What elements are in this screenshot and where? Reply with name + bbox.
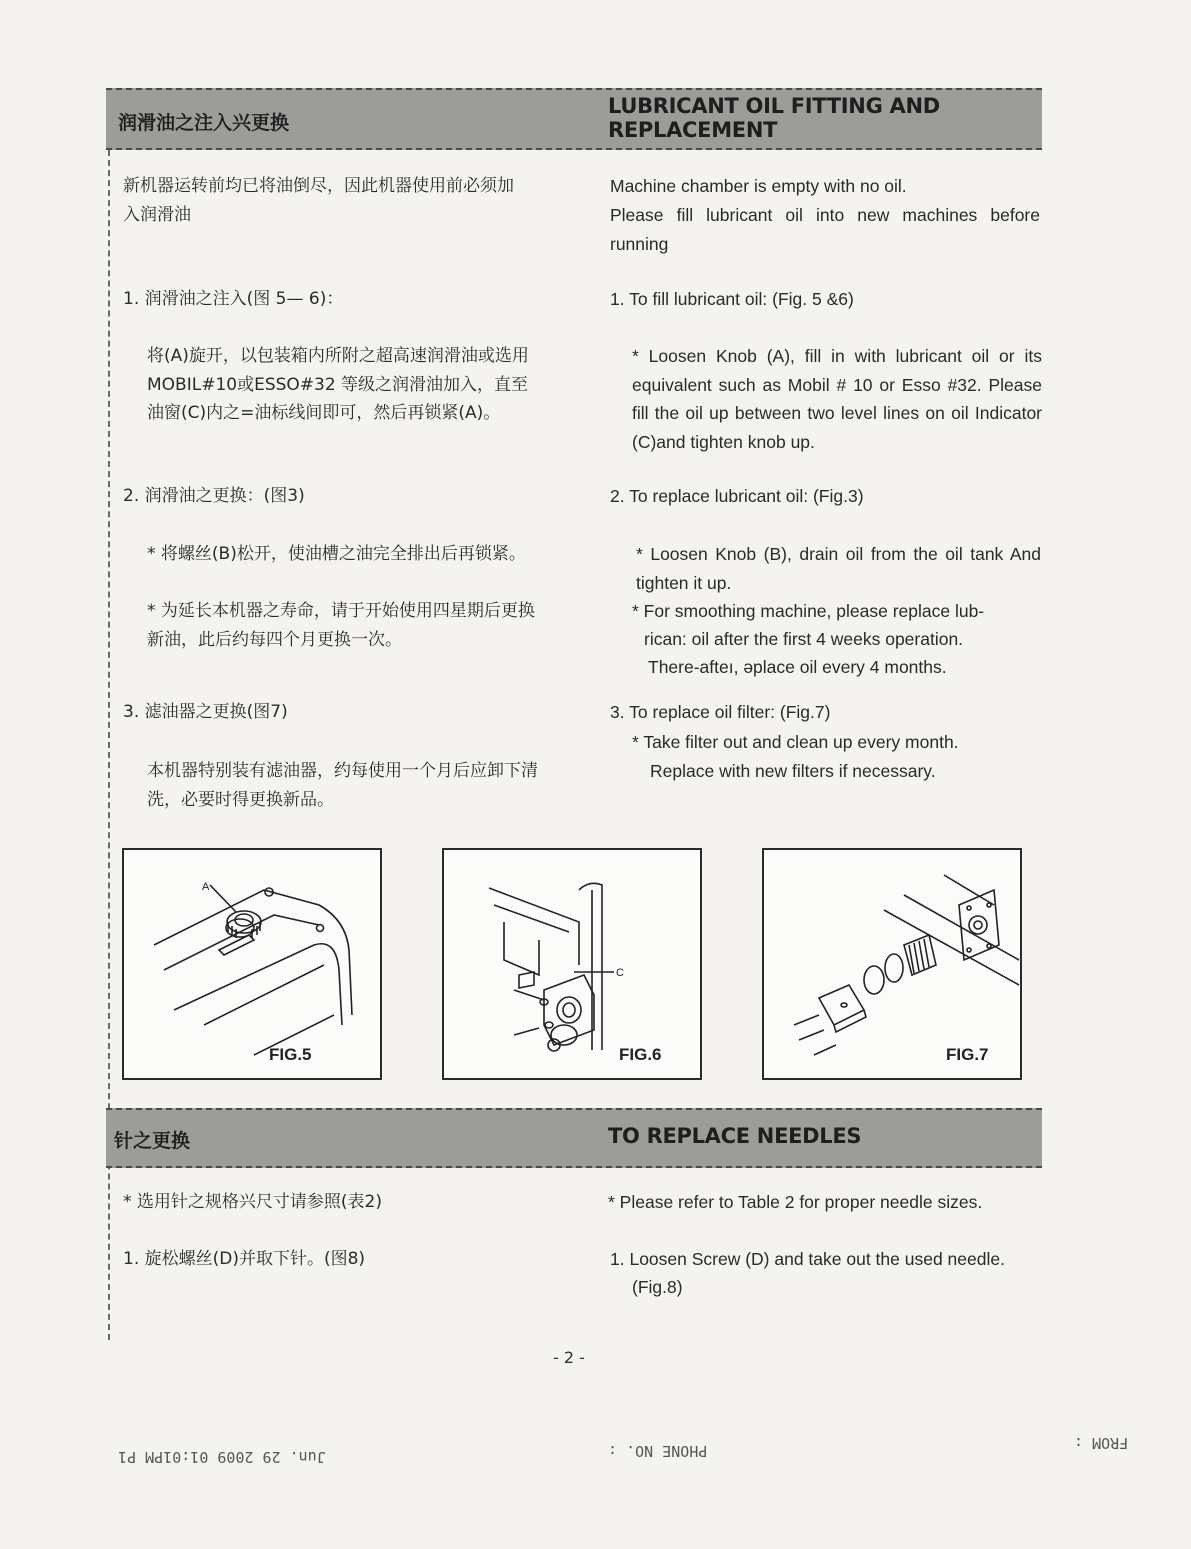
fax-header-from: FROM :: [1074, 1434, 1129, 1452]
section-title-en-line2: REPLACEMENT: [608, 118, 778, 142]
section-header-lubricant: [106, 88, 1042, 150]
figure-5: [122, 848, 382, 1080]
needle-step1-en-line1: 1. Loosen Screw (D) and take out the used needle.: [610, 1249, 1005, 1269]
needle-note-cn: * 选用针之规格兴尺寸请参照(表2): [123, 1192, 382, 1212]
section2-title-en: TO REPLACE NEEDLES: [608, 1124, 862, 1148]
fig5-label: FIG.5: [269, 1045, 312, 1064]
page-number: - 2 -: [553, 1348, 585, 1367]
step2-bullet2-en-line1: * For smoothing machine, please replace lub-: [632, 601, 985, 621]
step2-bullet1-cn: * 将螺丝(B)松开，使油槽之油完全排出后再锁紧。: [147, 544, 526, 564]
fig6-label: FIG.6: [619, 1045, 662, 1064]
step2-bullet1-en: * Loosen Knob (B), drain oil from the oil tank And tighten it up.: [636, 544, 1041, 593]
step3-body-en-line1: * Take filter out and clean up every month.: [632, 732, 959, 752]
step1-title-en: 1. To fill lubricant oil: (Fig. 5 &6): [610, 289, 854, 309]
fig6-callout-c: C: [616, 967, 624, 979]
step3-body-cn: 本机器特别装有滤油器，约每使用一个月后应卸下清洗，必要时得更换新品。: [147, 761, 538, 810]
needle-step1-en-line2: (Fig.8): [632, 1277, 683, 1297]
step2-title-en: 2. To replace lubricant oil: (Fig.3): [610, 486, 864, 506]
fig5-callout-a: A: [202, 881, 210, 893]
step1-title-cn: 1. 润滑油之注入(图 5— 6)：: [123, 289, 344, 309]
step2-bullet2-cn: * 为延长本机器之寿命，请于开始使用四星期后更换新油，此后约每四个月更换一次。: [147, 601, 535, 650]
intro-en-line2: Please fill lubricant oil into new machines before running: [610, 205, 1040, 254]
figure-6: [442, 848, 702, 1080]
step2-title-cn: 2. 润滑油之更换：(图3): [123, 486, 305, 506]
fig7-oil-filter-drawing: [764, 850, 1020, 1078]
step1-body-en: * Loosen Knob (A), fill in with lubricant oil or its equivalent such as Mobil # 10 or Esso #32. Please fill the oil up between two level lines on oil Indicator (C)and tighten knob up.: [632, 346, 1042, 452]
fig5-oil-knob-drawing: [124, 850, 380, 1078]
fax-header-timestamp: Jun. 29 2009 01:01PM P1: [118, 1448, 326, 1466]
section-title-en-line1: LUBRICANT OIL FITTING AND: [608, 94, 940, 118]
step3-title-en: 3. To replace oil filter: (Fig.7): [610, 702, 831, 722]
intro-cn: 新机器运转前均已将油倒尽，因此机器使用前必须加入润滑油: [123, 176, 514, 225]
needle-step1-cn: 1. 旋松螺丝(D)并取下针。(图8): [123, 1249, 366, 1269]
section-title-cn: 润滑油之注入兴更换: [118, 112, 290, 134]
step3-body-en-line2: Replace with new filters if necessary.: [650, 761, 936, 781]
intro-en-line1: Machine chamber is empty with no oil.: [610, 176, 907, 196]
section2-title-cn: 针之更换: [114, 1130, 191, 1152]
step2-bullet2-en-line3: There-afteı, əplace oil every 4 months.: [648, 657, 947, 677]
needle-note-en: * Please refer to Table 2 for proper needle sizes.: [608, 1192, 983, 1212]
fax-header-phone: PHONE NO. :: [608, 1442, 708, 1460]
fig7-label: FIG.7: [946, 1045, 989, 1064]
step3-title-cn: 3. 滤油器之更换(图7): [123, 702, 288, 722]
step2-bullet2-en-line2: rican: oil after the first 4 weeks operation.: [644, 629, 964, 649]
step1-body-cn: 将(A)旋开，以包装箱内所附之超高速润滑油或选用MOBIL#10或ESSO#32 等级之润滑油加入，直至油窗(C)内之=油标线间即可，然后再锁紧(A)。: [147, 346, 529, 423]
section-header-needles: [106, 1108, 1042, 1168]
figure-7: [762, 848, 1022, 1080]
fig6-oil-indicator-drawing: [444, 850, 700, 1078]
